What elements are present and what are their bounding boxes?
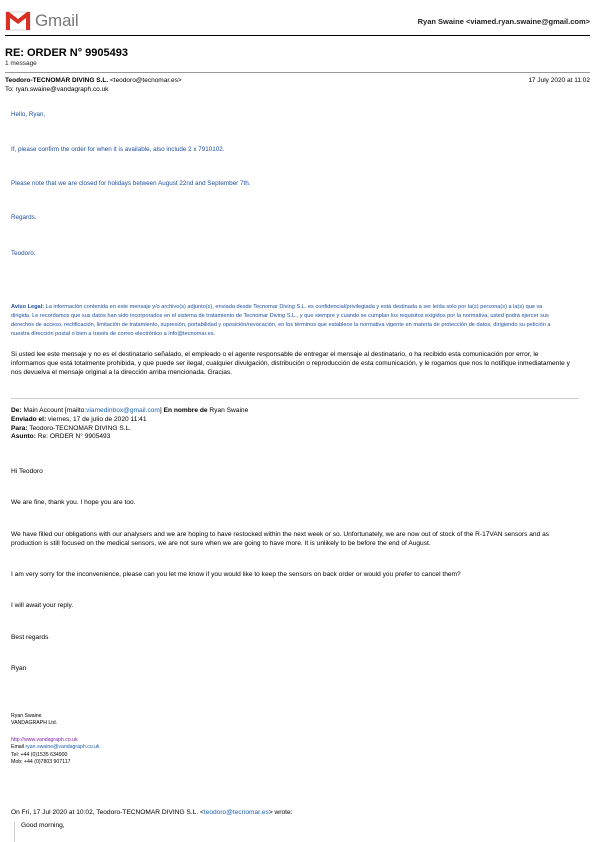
forward-to: Para: Teodoro-TECNOMAR DIVING S.L.	[11, 424, 132, 432]
signature-name: Ryan Swaine	[11, 713, 42, 719]
sender-address: <teodoro@tecnomar.es>	[109, 77, 182, 84]
forward-header	[11, 407, 248, 442]
signature-tel: Tel: +44 (0)1535 634900	[11, 751, 68, 758]
disclaimer: Si usted lee este mensaje y no es el destinatario señalado, el empleado o el agente responsable de entregar el mensaje al destinatario, o ha recibido esta comunicación por error, le informamos que está totalmente prohibida, y que puede ser ilegal, cualquier divulgación, distribución o reproducción de esta comunicación, y le rogamos que nos lo notifique inmediatamente y nos devuelva el mensaje original a la dirección arriba mencionada. Gracias.	[11, 351, 570, 376]
reply-line: Ryan	[11, 665, 27, 672]
signature-email-link[interactable]: ryan.swaine@vandagraph.co.uk	[25, 744, 100, 751]
divider	[11, 398, 579, 399]
forward-from-link[interactable]: viamedinbox@gmail.com	[86, 407, 160, 414]
divider	[5, 72, 590, 73]
legal-notice	[11, 303, 563, 339]
account-label: Ryan Swaine <viamed.ryan.swaine@gmail.com>	[417, 17, 590, 26]
body-line: If, please confirm the order for when it is available, also include 2 x 7910102.	[11, 146, 225, 153]
reply-line: We have filled our obligations with our analysers and we are hoping to have restocked within the next week or so. Unfortunately, we are now out of stock of the R-17VAN sensors and as production is still focused on the medical sensors, we are not sure when we are going to have more. It is unlikely to be before the end of August.	[11, 531, 550, 547]
legal-label: Aviso Legal:	[11, 304, 45, 310]
signature-company: VANDAGRAPH Ltd.	[11, 720, 58, 727]
forward-subject: Asunto: Re: ORDER N° 9905493	[11, 433, 111, 441]
signature-website-link[interactable]: http://www.vandagraph.co.uk	[11, 736, 78, 743]
signature: Ryan Swaine VANDAGRAPH Ltd. http://www.vandagraph.co.uk Email ryan.swaine@vandagraph.co.uk Tel: +44 (0)1535 634900 Mob: +44 (0)7803 907117	[11, 713, 100, 766]
body-line: Please note that we are closed for holidays between August 22nd and September 7th.	[11, 180, 251, 187]
reply-line: Hi Teodoro	[11, 468, 43, 475]
gmail-m-icon	[5, 11, 31, 31]
reply-line: I will await your reply.	[11, 602, 74, 609]
message-count: 1 message	[5, 60, 37, 67]
body-line: Teodoro.	[11, 250, 36, 257]
reply-line: We are fine, thank you. I hope you are too.	[11, 499, 136, 506]
signature-mob: Mob: +44 (0)7803 907117	[11, 759, 71, 766]
quoted-first-line: Good morning,	[21, 822, 65, 829]
forward-from: De: Main Account [mailto:viamedinbox@gmail.com] En nombre de Ryan Swaine	[11, 407, 249, 414]
body-line: Hello, Ryan,	[11, 111, 46, 118]
thread-subject: RE: ORDER N° 9905493	[5, 47, 129, 59]
quoted-intro: On Fri, 17 Jul 2020 at 10:02, Teodoro-TECNOMAR DIVING S.L. <teodoro@tecnomar.es> wrote:	[11, 809, 293, 816]
message-date: 17 July 2020 at 11:02	[528, 77, 590, 84]
body-line: Regards.	[11, 214, 37, 221]
quoted-block	[14, 822, 65, 842]
reply-line: Best regards	[11, 634, 49, 641]
quoted-email-link[interactable]: teodoro@tecnomar.es	[203, 809, 269, 816]
legal-text: La información contenida en este mensaje y/o archivo(s) adjunto(s), enviada desde Tecnomar Diving S.L. es confidencial/privilegiada y está destinada a ser leída solo por la(s) persona(s) a la(s) que va dirigida. Le recordamos que sus datos han sido incorporados en el sistema de tratamiento de Tecnomar Diving S.L., y que siempre y cuando se cumplan los requisitos exigidos por la normativa, usted podrá ejercer sus derechos de acceso, rectificación, limitación de tratamiento, supresión, portabilidad y oposición/revocación, en los términos que establece la normativa vigente en materia de protección de datos, dirigiendo su petición a nuestra dirección postal o bien a través de correo electrónico a info@tecnomar.es.	[11, 304, 551, 337]
reply-line: I am very sorry for the inconvenience, please can you let me know if you would like to keep the sensors on back order or would you prefer to cancel them?	[11, 571, 461, 578]
sender	[5, 77, 182, 84]
forward-sent: Enviado el: viernes, 17 de julio de 2020 11:41	[11, 415, 147, 423]
app-name: Gmail	[35, 11, 79, 30]
sender-name: Teodoro-TECNOMAR DIVING S.L.	[5, 77, 109, 84]
gmail-logo	[5, 10, 78, 32]
divider	[5, 35, 590, 36]
recipient: To: ryan.swaine@vandagraph.co.uk	[5, 86, 109, 93]
